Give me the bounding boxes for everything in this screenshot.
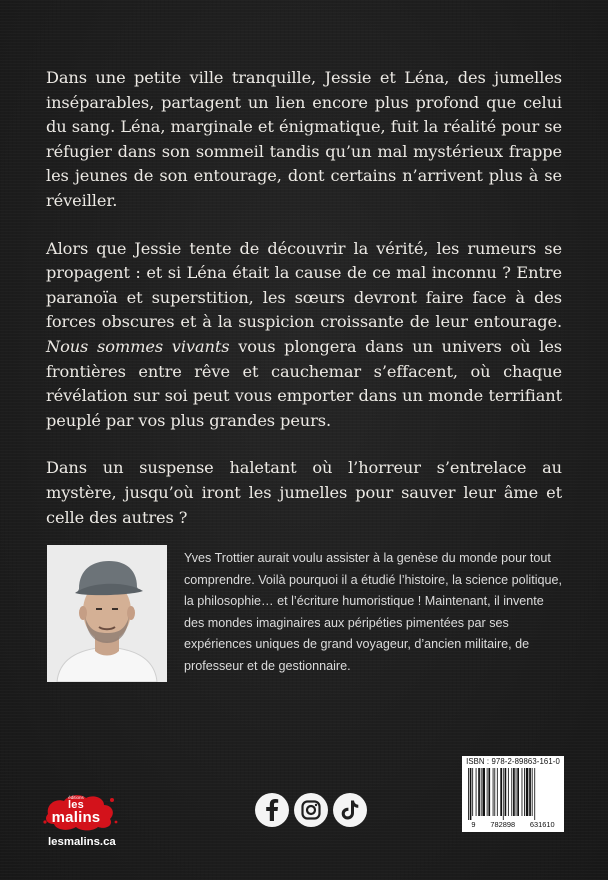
book-title-italic: Nous sommes vivants [46,336,230,356]
barcode-bar [503,768,504,820]
publisher-small-label: éditions [68,795,84,800]
isbn-barcode [462,756,564,832]
barcode-bar [481,768,482,816]
publisher-name [50,800,102,824]
barcode-bar [488,768,490,816]
synopsis-p2-start: Alors que Jessie tente de découvrir la vérité, les rumeurs se propagent : et si Léna était la cause de ce mal inconnu ? Entre paranoïa et superstition, les sœurs devront faire face à des forces obscures et à la suspicion croissante de leur entourage. [46,238,562,332]
synopsis-paragraph-3: Dans un suspense haletant où l’horreur s’entrelace au mystère, jusqu’où iront les jumelles pour sauver leur âme et celle des autres ? [46,458,562,527]
barcode-bar [494,768,495,816]
barcode-bar [470,768,472,820]
barcode-bar [513,768,515,816]
barcode-bar [526,768,529,816]
barcode-bar [511,768,512,816]
barcode-bar [534,768,535,820]
synopsis [46,66,562,553]
barcode-bar [497,768,498,816]
barcode-bar [532,768,533,816]
barcode-bar [522,768,523,816]
synopsis-p2-end: vous plongera dans un univers où les frontières entre rêve et cauchemar s’effacent, où chaque révélation sur soi peut vous emporter dans un monde terrifiant peuplé par vos plus grandes peurs. [46,336,563,430]
barcode-digit-group-2: 631610 [529,820,555,829]
publisher-url[interactable]: lesmalins.ca [48,836,116,848]
barcode-digit-group-1: 782898 [490,820,516,829]
barcode-bar [524,768,525,816]
instagram-icon[interactable] [294,793,328,827]
barcode-bar [529,768,531,816]
barcode-bar [493,768,494,816]
barcode-bar [478,768,480,816]
barcode-digit-lead: 9 [471,820,476,829]
barcode-bar [508,768,509,816]
barcode-bar [516,768,517,816]
barcode-bar [487,768,488,816]
barcode-bar [517,768,519,816]
barcode-digits [462,820,564,829]
barcode-bars [466,768,560,820]
author-bio: Yves Trottier aurait voulu assister à la genèse du monde pour tout comprendre. Voilà pourquoi il a étudié l’histoire, la science politique, la philosophie… et l’écriture humoristique ! Maintenant, il invente des mondes imaginaires aux péripéties pimentées par ses expériences uniques de grand voyageur, d’ancien militaire, de professeur et de gestionnaire. [184,551,563,673]
synopsis-paragraph-2 [46,237,562,434]
publisher-name-line-2: malins [51,809,101,826]
barcode-bar [500,768,502,816]
barcode-bar [505,768,507,816]
barcode-bar [482,768,485,816]
author-photo [47,545,167,682]
barcode-bar [472,768,473,816]
facebook-icon[interactable] [255,793,289,827]
barcode-bar [468,768,469,820]
barcode-bar [476,768,477,816]
publisher-name-line-1: les [68,799,84,811]
synopsis-paragraph-1: Dans une petite ville tranquille, Jessie et Léna, des jumelles inséparables, partagent un lien encore plus profond que celui du sang. Léna, marginale et énigmatique, fuit la réalité pour se réfugier dans son sommeil tandis qu’un mal mystérieux frappe les jeunes de son entourage, dont certains n’arrivent plus à se réveiller. [46,68,562,210]
tiktok-icon[interactable] [333,793,367,827]
isbn-label: ISBN : 978-2-89863-161-0 [466,757,560,766]
